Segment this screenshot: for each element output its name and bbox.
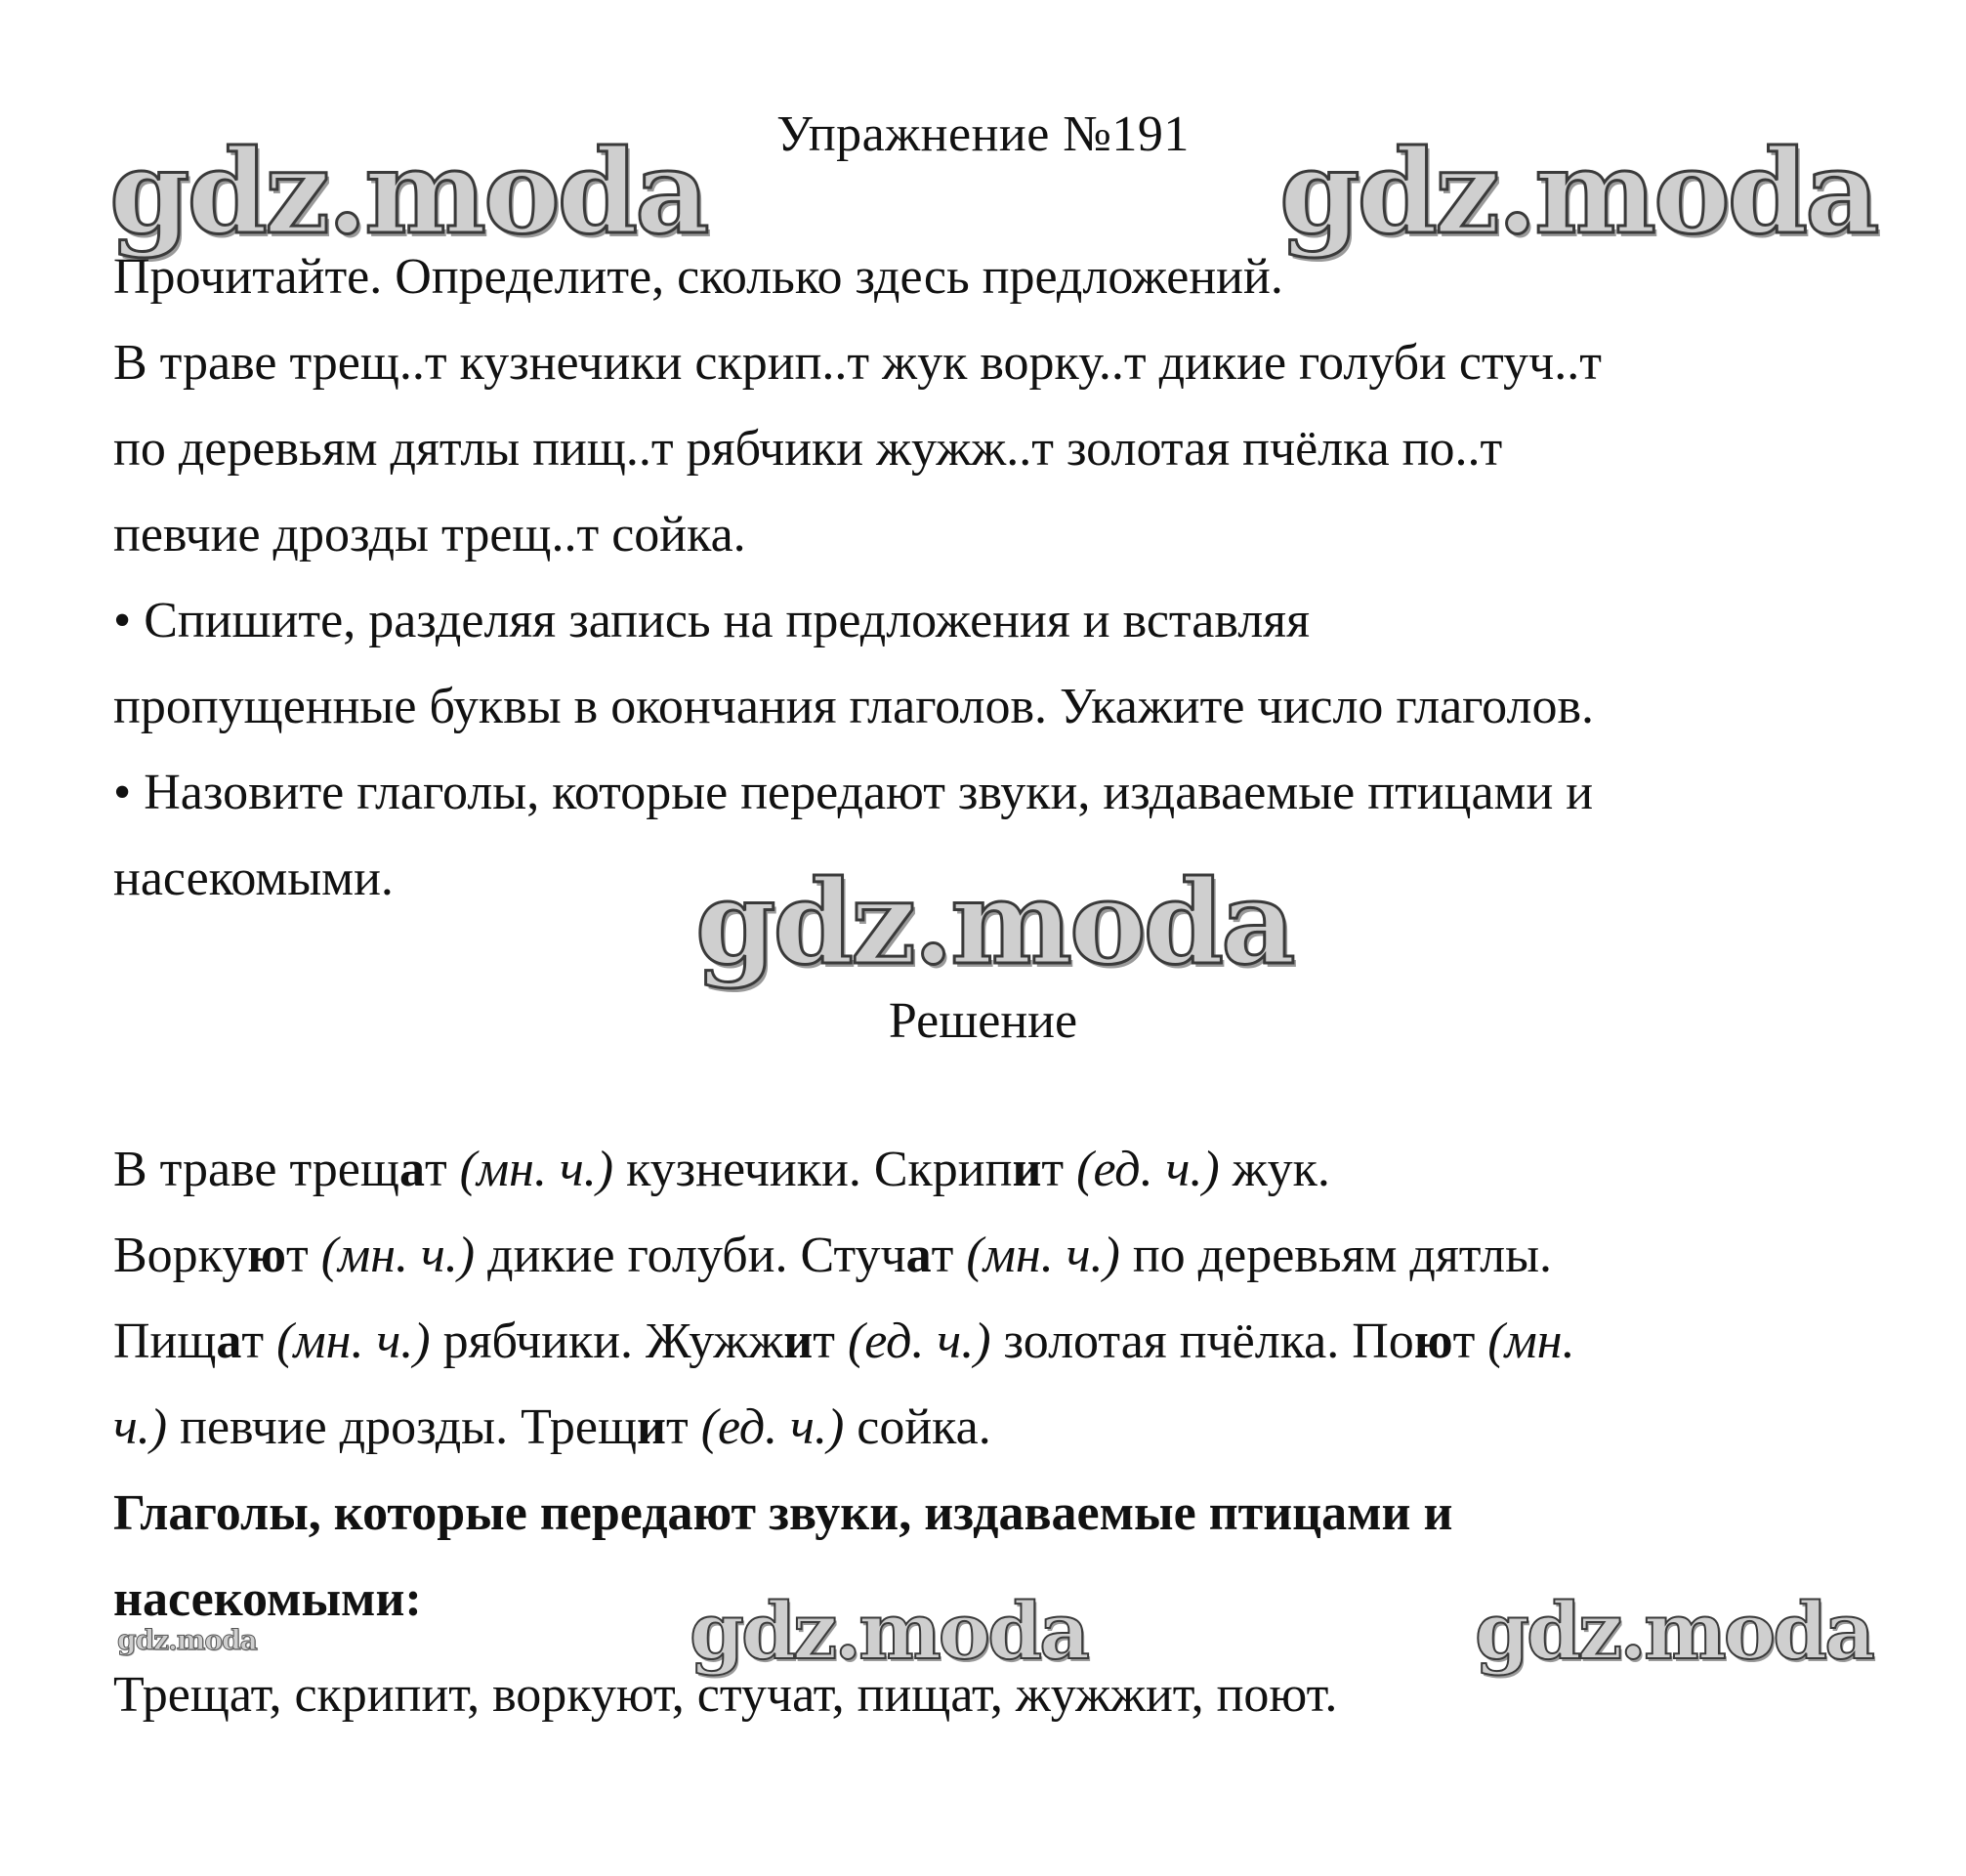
text-segment: т [666, 1399, 701, 1455]
ending-letter: а [398, 1142, 425, 1197]
task-line: певчие дрозды трещ..т сойка. [113, 507, 746, 563]
number-note: (мн. ч.) [276, 1313, 431, 1369]
watermark-logo: gdz.moda [695, 855, 1293, 990]
watermark-logo-small: gdz.moda [117, 1624, 257, 1656]
number-note: (мн. ч.) [459, 1142, 614, 1197]
text-segment: кузнечики. Скрип [613, 1142, 1013, 1197]
text-segment: Ворку [113, 1228, 248, 1283]
answer-heading: Глаголы, которые передают звуки, издаваемые птицами и [113, 1485, 1453, 1541]
task-line: по деревьям дятлы пищ..т рябчики жужж..т золотая пчёлка по..т [113, 421, 1503, 477]
text-segment: Пищ [113, 1313, 217, 1369]
number-note: (мн. ч.) [966, 1228, 1120, 1283]
ending-letter: и [783, 1313, 814, 1369]
ending-letter: а [905, 1228, 932, 1283]
text-segment: В траве трещ [113, 1142, 399, 1197]
number-note: (ед. ч.) [700, 1399, 845, 1455]
text-segment: жук. [1219, 1142, 1330, 1197]
text-segment: по деревьям дятлы. [1119, 1228, 1553, 1283]
text-segment: сойка. [844, 1399, 991, 1455]
text-segment: т [285, 1228, 321, 1283]
text-segment: т [424, 1142, 460, 1197]
task-line: насекомыми. [113, 851, 394, 906]
text-segment: дикие голуби. Стуч [475, 1228, 906, 1283]
number-note: (ед. ч.) [847, 1313, 991, 1369]
text-segment: т [813, 1313, 848, 1369]
text-segment: т [1452, 1313, 1488, 1369]
text-segment: т [931, 1228, 967, 1283]
exercise-title: Упражнение №191 [776, 106, 1190, 162]
number-note: (мн. ч.) [320, 1228, 476, 1283]
watermark-logo: gdz.moda [109, 124, 707, 260]
watermark-logo: gdz.moda [1475, 1585, 1872, 1677]
solution-heading: Решение [888, 993, 1078, 1049]
watermark-logo: gdz.moda [1279, 124, 1877, 260]
ending-letter: ю [1413, 1313, 1453, 1369]
text-segment: т [241, 1313, 277, 1369]
solution-line [113, 1141, 1330, 1199]
ending-letter: ю [247, 1228, 286, 1283]
text-segment: т [1041, 1142, 1077, 1197]
solution-line [113, 1398, 991, 1457]
watermark-logo: gdz.moda [690, 1585, 1087, 1677]
task-line: • Назовите глаголы, которые передают звуки, издаваемые птицами и [113, 765, 1594, 820]
solution-line [113, 1227, 1552, 1285]
ending-letter: а [216, 1313, 242, 1369]
task-line: В траве трещ..т кузнечики скрип..т жук ворку..т дикие голуби стуч..т [113, 335, 1602, 391]
text-segment: певчие дрозды. Трещ [167, 1399, 638, 1455]
task-line: Прочитайте. Определите, сколько здесь предложений. [113, 249, 1283, 305]
number-note: (мн. [1487, 1313, 1575, 1369]
number-note: (ед. ч.) [1076, 1142, 1220, 1197]
ending-letter: и [637, 1399, 666, 1455]
task-line: пропущенные буквы в окончания глаголов. Укажите число глаголов. [113, 679, 1594, 734]
solution-line [113, 1313, 1575, 1371]
task-line: • Спишите, разделяя запись на предложения и вставляя [113, 593, 1310, 648]
answer-text: Трещат, скрипит, воркуют, стучат, пищат, жужжит, поют. [113, 1667, 1338, 1723]
answer-heading: насекомыми: [113, 1571, 422, 1627]
text-segment: рябчики. Жужж [430, 1313, 784, 1369]
text-segment: золотая пчёлка. По [990, 1313, 1414, 1369]
ending-letter: и [1012, 1142, 1042, 1197]
number-note: ч.) [113, 1399, 168, 1455]
